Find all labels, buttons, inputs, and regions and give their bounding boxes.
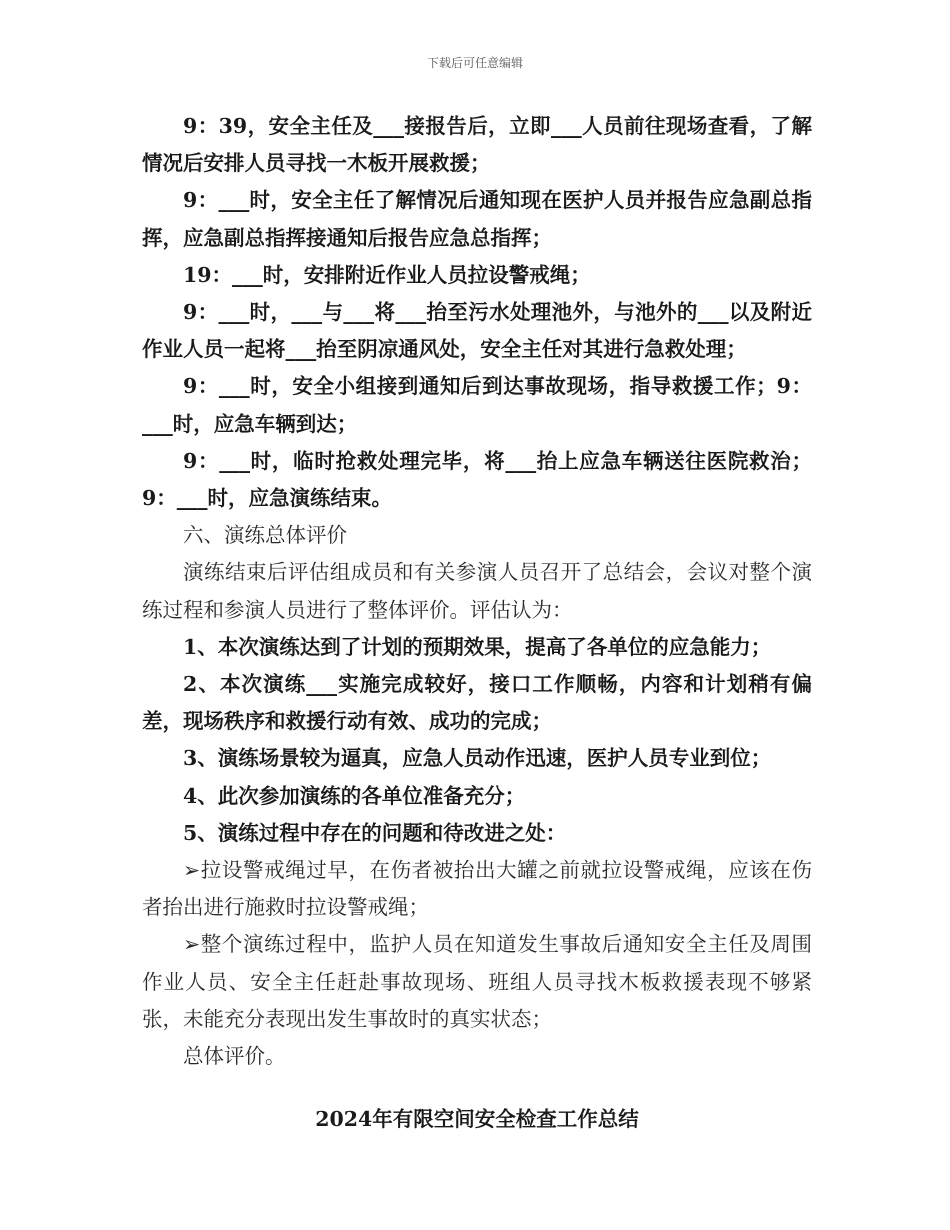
paragraph-timeline-0939: 9：39，安全主任及___接报告后，立即___人员前往现场查看，了解情况后安排人员寻找一木板开展救援； <box>142 114 812 176</box>
bullet-item-cordon-issue: ➢拉设警戒绳过早，在伤者被抬出大罐之前就拉设警戒绳，应该在伤者抬出进行施救时拉设警戒绳； <box>142 858 812 920</box>
paragraph-timeline-arrival: 9：___时，安全小组接到通知后到达事故现场，指导救援工作；9：___时，应急车辆到达； <box>142 374 812 436</box>
list-item-evaluation-4: 4、此次参加演练的各单位准备充分； <box>183 783 526 808</box>
paragraph-timeline-cordon: 19：___时，安排附近作业人员拉设警戒绳； <box>183 262 591 287</box>
list-item-evaluation-5: 5、演练过程中存在的问题和待改进之处： <box>183 820 567 845</box>
list-item-evaluation-1: 1、本次演练达到了计划的预期效果，提高了各单位的应急能力； <box>183 634 772 659</box>
list-item-evaluation-2: 2、本次演练___实施完成较好，接口工作顺畅，内容和计划稍有偏差，现场秩序和救援行动有效、成功的完成； <box>142 672 812 734</box>
list-item-evaluation-3: 3、演练场景较为逼真，应急人员动作迅速，医护人员专业到位； <box>183 746 772 771</box>
paragraph-timeline-end: 9：___时，临时抢救处理完毕，将___抬上应急车辆送往医院救治；9：___时，应急演练结束。 <box>142 448 812 511</box>
page-header: 下载后可任意编辑 <box>426 56 523 70</box>
paragraph-overall-evaluation: 总体评价。 <box>183 1044 286 1069</box>
bullet-item-urgency-issue: ➢整个演练过程中，监护人员在知道发生事故后通知安全主任及周围作业人员、安全主任赶赴事故现场、班组人员寻找木板救援表现不够紧张，未能充分表现出发生事故时的真实状态； <box>142 932 812 1031</box>
document-body <box>142 108 812 1138</box>
paragraph-timeline-rescue: 9：___时，___与___将___抬至污水处理池外，与池外的___以及附近作业人员一起将___抬至阴凉通风处，安全主任对其进行急救处理； <box>142 300 812 362</box>
paragraph-evaluation-intro: 演练结束后评估组成员和有关参演人员召开了总结会，会议对整个演练过程和参演人员进行了整体评价。评估认为： <box>142 560 812 622</box>
paragraph-timeline-notify: 9：___时，安全主任了解情况后通知现在医护人员并报告应急副总指挥，应急副总指挥接通知后报告应急总指挥； <box>142 188 812 250</box>
section-heading-evaluation: 六、演练总体评价 <box>183 523 347 548</box>
next-section-title: 2024年有限空间安全检查工作总结 <box>315 1107 639 1132</box>
